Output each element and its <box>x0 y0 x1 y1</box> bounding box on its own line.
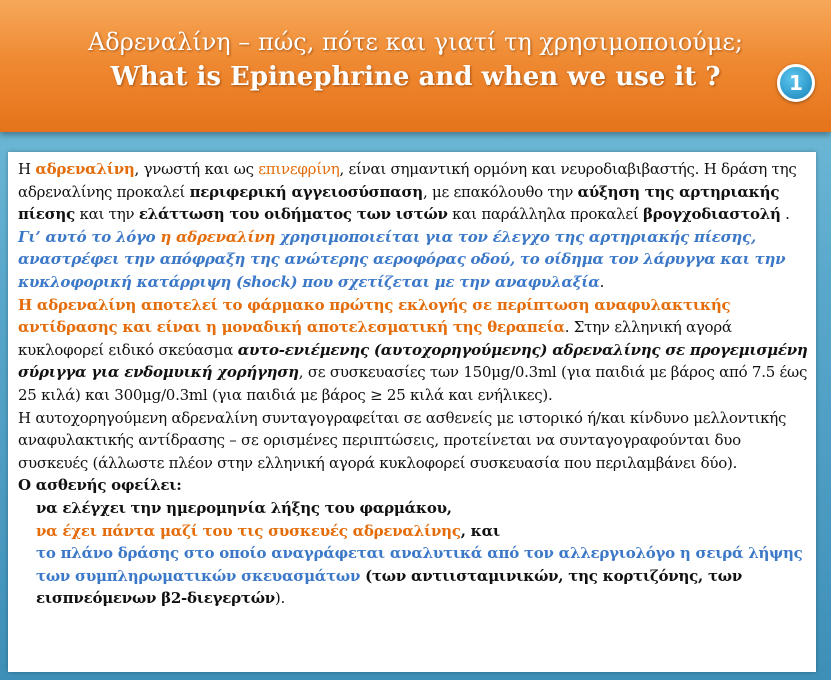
text-run: ). <box>274 589 286 608</box>
text-run: . <box>780 205 790 224</box>
list-heading: Ο ασθενής οφείλει: <box>18 476 182 495</box>
text-action-plan: το πλάνο δράσης στο οποίο αναγράφεται αναλυτικά από τον αλλεργιολόγο η σειρά λήψης των συμπληρωματικών σκευασμάτων <box>36 544 803 585</box>
text-vasoconstriction: περιφερική αγγειοσύσπαση <box>189 182 423 201</box>
text-run: , είναι σημαντική ορμόνη και νευροδιαβιβαστής. Η δράση της αδρεναλίνης προκαλεί <box>18 160 797 201</box>
title-greek: Αδρεναλίνη – πώς, πότε και γιατί τη χρησιμοποιούμε; <box>87 28 744 56</box>
text-expiry: να ελέγχει την ημερομηνία λήξης του φαρμάκου, <box>36 498 452 517</box>
text-usage-intro: Γι’ αυτό το λόγο <box>18 227 161 246</box>
title-english: What is Epinephrine and when we use it ? <box>110 62 721 92</box>
text-first-choice: Η αδρεναλίνη αποτελεί το φάρμακο πρώτης εκλογής σε περίπτωση αναφυλακτικής αντίδρασης και είναι η μοναδική αποτελεσματική της θεραπεία <box>18 295 731 337</box>
text-blood-pressure: αύξηση της αρτηριακής πίεσης <box>18 182 780 224</box>
paragraph-first-choice <box>18 294 810 407</box>
text-run: και την <box>74 205 139 224</box>
text-run: , και <box>460 521 500 540</box>
text-run: , γνωστή και ως <box>134 160 259 178</box>
text-run: και παράλληλα προκαλεί <box>447 205 644 224</box>
text-run: Η <box>18 160 36 178</box>
content-panel <box>8 152 816 672</box>
paragraph-prescription: Η αυτοχορηγούμενη αδρεναλίνη συνταγογραφείται σε ασθενείς με ιστορικό ή/και κίνδυνο μελλοντικής αναφυλακτικής αντίδρασης – σε ορισμένες περιπτώσεις, προτείνεται να συνταγογραφούνται δυο συσκευές (άλλωστε πλέον στην ελληνική αγορά κυκλοφορεί συσκευασία που περιλαμβάνει δύο). <box>18 408 787 472</box>
text-bronchodilation: βρογχοδιαστολή <box>643 205 781 224</box>
text-epinephrine: επινεφρίνη <box>258 160 340 178</box>
title-bar <box>0 0 831 132</box>
paragraph-intro <box>18 158 810 294</box>
text-medications: (των αντιισταμινικών, της κορτιζόνης, των εισπνεόμενων β2-διεγερτών <box>36 566 742 608</box>
text-usage: χρησιμοποιείται για τον έλεγχο της αρτηριακής πίεσης, αναστρέφει την απόφραξη της ανώτερης αεροφόρας οδού, το οίδημα τον λάρυγγα και την κυκλοφορική κατάρριψη (shock) που σχετίζεται με την αναφυλαξία <box>18 227 786 291</box>
text-run: , με επακόλουθο την <box>422 182 578 201</box>
content-text <box>18 158 810 610</box>
text-run: , σε συσκευασίες των 150μg/0.3ml (για παιδιά με βάρος από 7.5 έως 25 κιλά) και 300μg/0.3ml (για παιδιά με βάρος ≥ 25 κιλά και ενήλικες). <box>18 363 808 404</box>
list-item-carry <box>18 520 810 543</box>
text-adrenaline-usage: η αδρεναλίνη <box>160 227 276 246</box>
text-adrenaline: αδρεναλίνη <box>35 160 135 178</box>
text-run: . Στην ελληνική αγορά κυκλοφορεί ειδικό σκεύασμα <box>18 318 732 359</box>
list-item-action-plan <box>18 542 810 610</box>
list-item-expiry <box>18 497 810 520</box>
text-carry-devices: να έχει πάντα μαζί του τις συσκευές αδρεναλίνης <box>36 521 461 540</box>
text-run: . <box>599 272 605 291</box>
text-edema: ελάττωση του οιδήματος των ιστών <box>138 205 448 224</box>
text-auto-injector: αυτο-ενιέμενης (αυτοχορηγούμενης) αδρεναλίνης σε προγεμισμένη σύριγγα για ενδομυική χορήγηση <box>18 340 808 382</box>
page-number-badge: 1 <box>777 64 815 102</box>
